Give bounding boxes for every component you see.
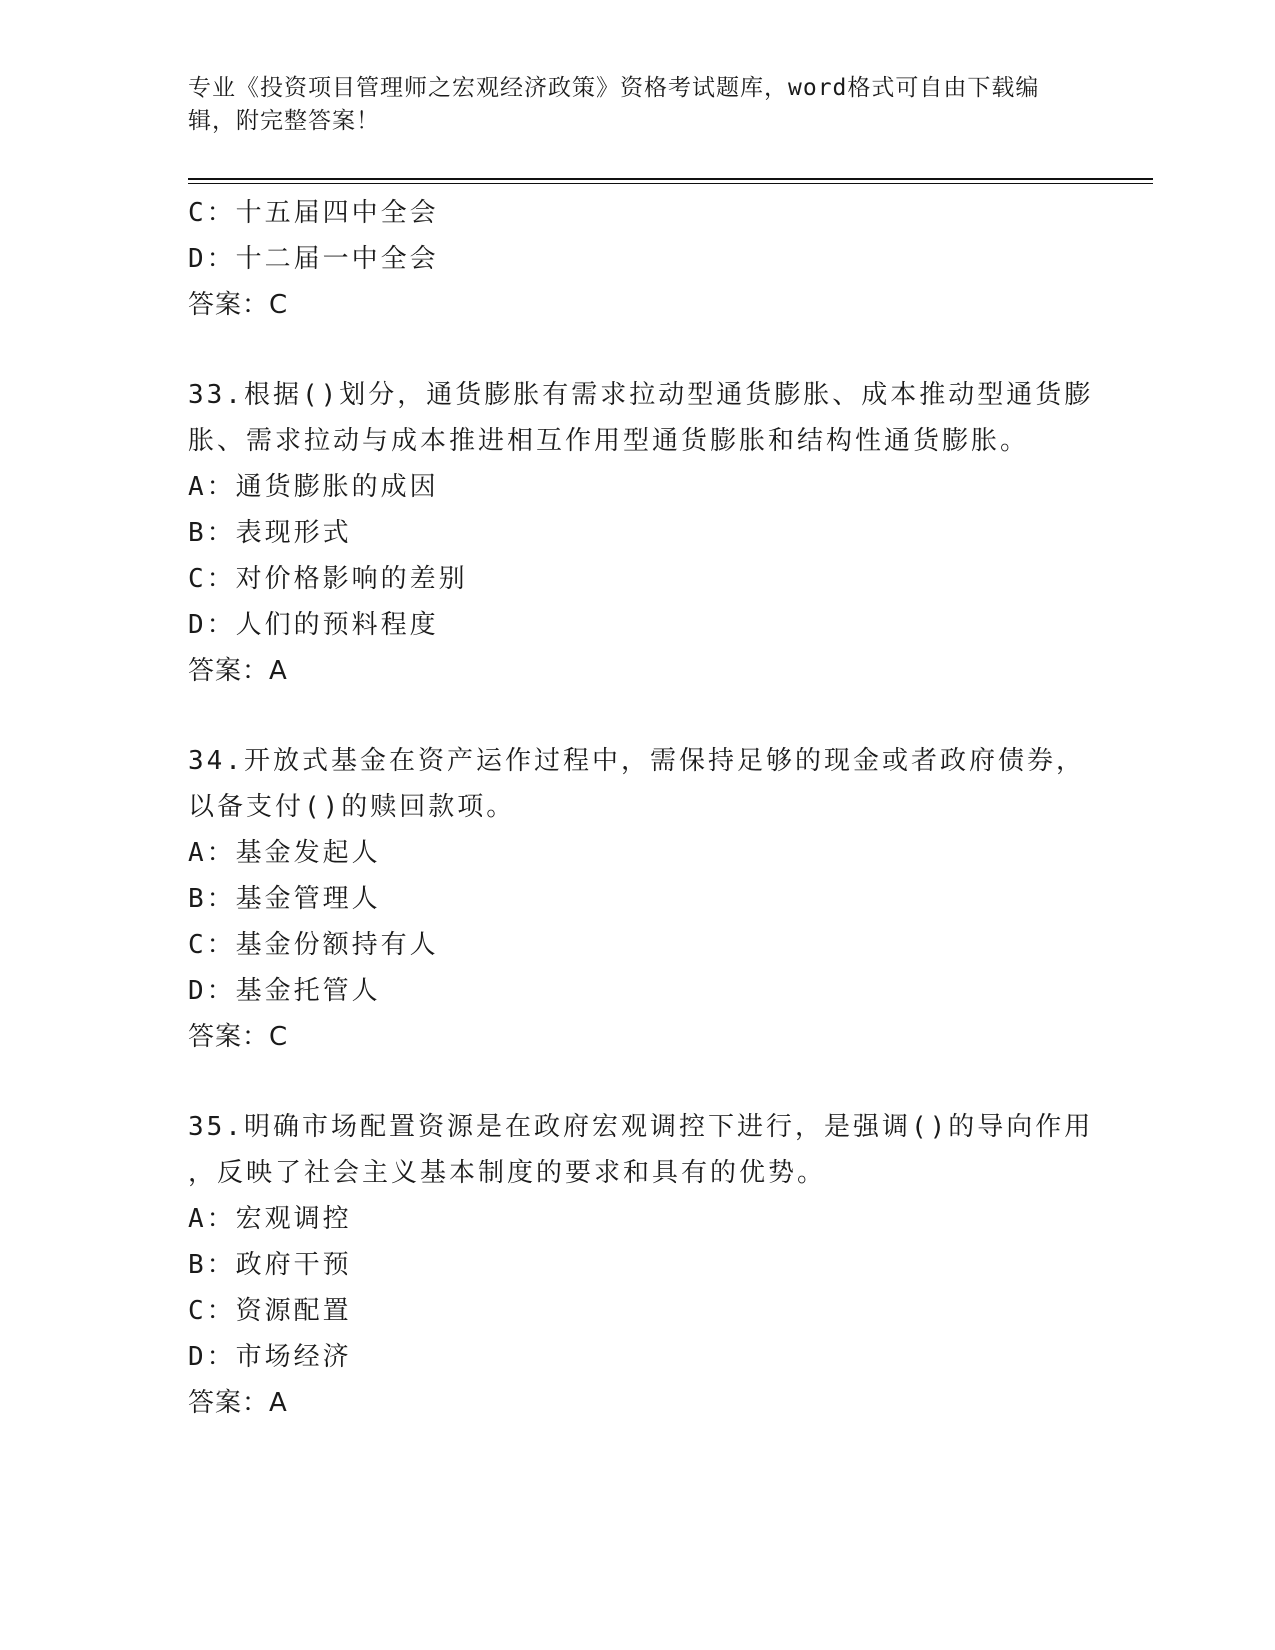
option-a: A：基金发起人 [188, 838, 381, 868]
option-b: B：政府干预 [188, 1250, 352, 1280]
question-stem-line-2: ，反映了社会主义基本制度的要求和具有的优势。 [188, 1158, 827, 1188]
option-a: A：通货膨胀的成因 [188, 472, 439, 502]
option-d: D：基金托管人 [188, 976, 381, 1006]
answer-line: 答案：A [188, 656, 288, 686]
option-d: D：市场经济 [188, 1342, 352, 1372]
question-stem-line-1: 35.明确市场配置资源是在政府宏观调控下进行，是强调()的导向作用 [188, 1112, 1094, 1142]
question-stem-line-2: 以备支付()的赎回款项。 [188, 792, 516, 822]
answer-line: 答案：A [188, 1388, 288, 1418]
question-stem-line-2: 胀、需求拉动与成本推进相互作用型通货膨胀和结构性通货膨胀。 [188, 426, 1030, 456]
question-35 [188, 1104, 1118, 1426]
header-rule-thick [188, 178, 1153, 180]
header-line-1: 专业《投资项目管理师之宏观经济政策》资格考试题库，word格式可自由下载编 [188, 75, 1040, 101]
question-34 [188, 738, 1118, 1060]
answer-line: 答案：C [188, 290, 289, 320]
answer-line: 答案：C [188, 1022, 289, 1052]
page-header [188, 72, 1088, 138]
question-stem-line-1: 33.根据()划分，通货膨胀有需求拉动型通货膨胀、成本推动型通货膨 [188, 380, 1094, 410]
header-rule-thin [188, 183, 1153, 184]
previous-question-fragment [188, 190, 1118, 328]
option-c: C：对价格影响的差别 [188, 564, 468, 594]
option-b: B：表现形式 [188, 518, 352, 548]
option-d: D：人们的预料程度 [188, 610, 439, 640]
question-33 [188, 372, 1118, 694]
option-a: A：宏观调控 [188, 1204, 352, 1234]
header-line-2: 辑，附完整答案！ [188, 108, 380, 134]
question-stem-line-1: 34.开放式基金在资产运作过程中，需保持足够的现金或者政府债券， [188, 746, 1085, 776]
option-b: B：基金管理人 [188, 884, 381, 914]
option-c: C：资源配置 [188, 1296, 352, 1326]
question-content [188, 190, 1118, 1426]
option-c: C：基金份额持有人 [188, 930, 439, 960]
option-d: D：十二届一中全会 [188, 244, 439, 274]
option-c: C：十五届四中全会 [188, 198, 439, 228]
